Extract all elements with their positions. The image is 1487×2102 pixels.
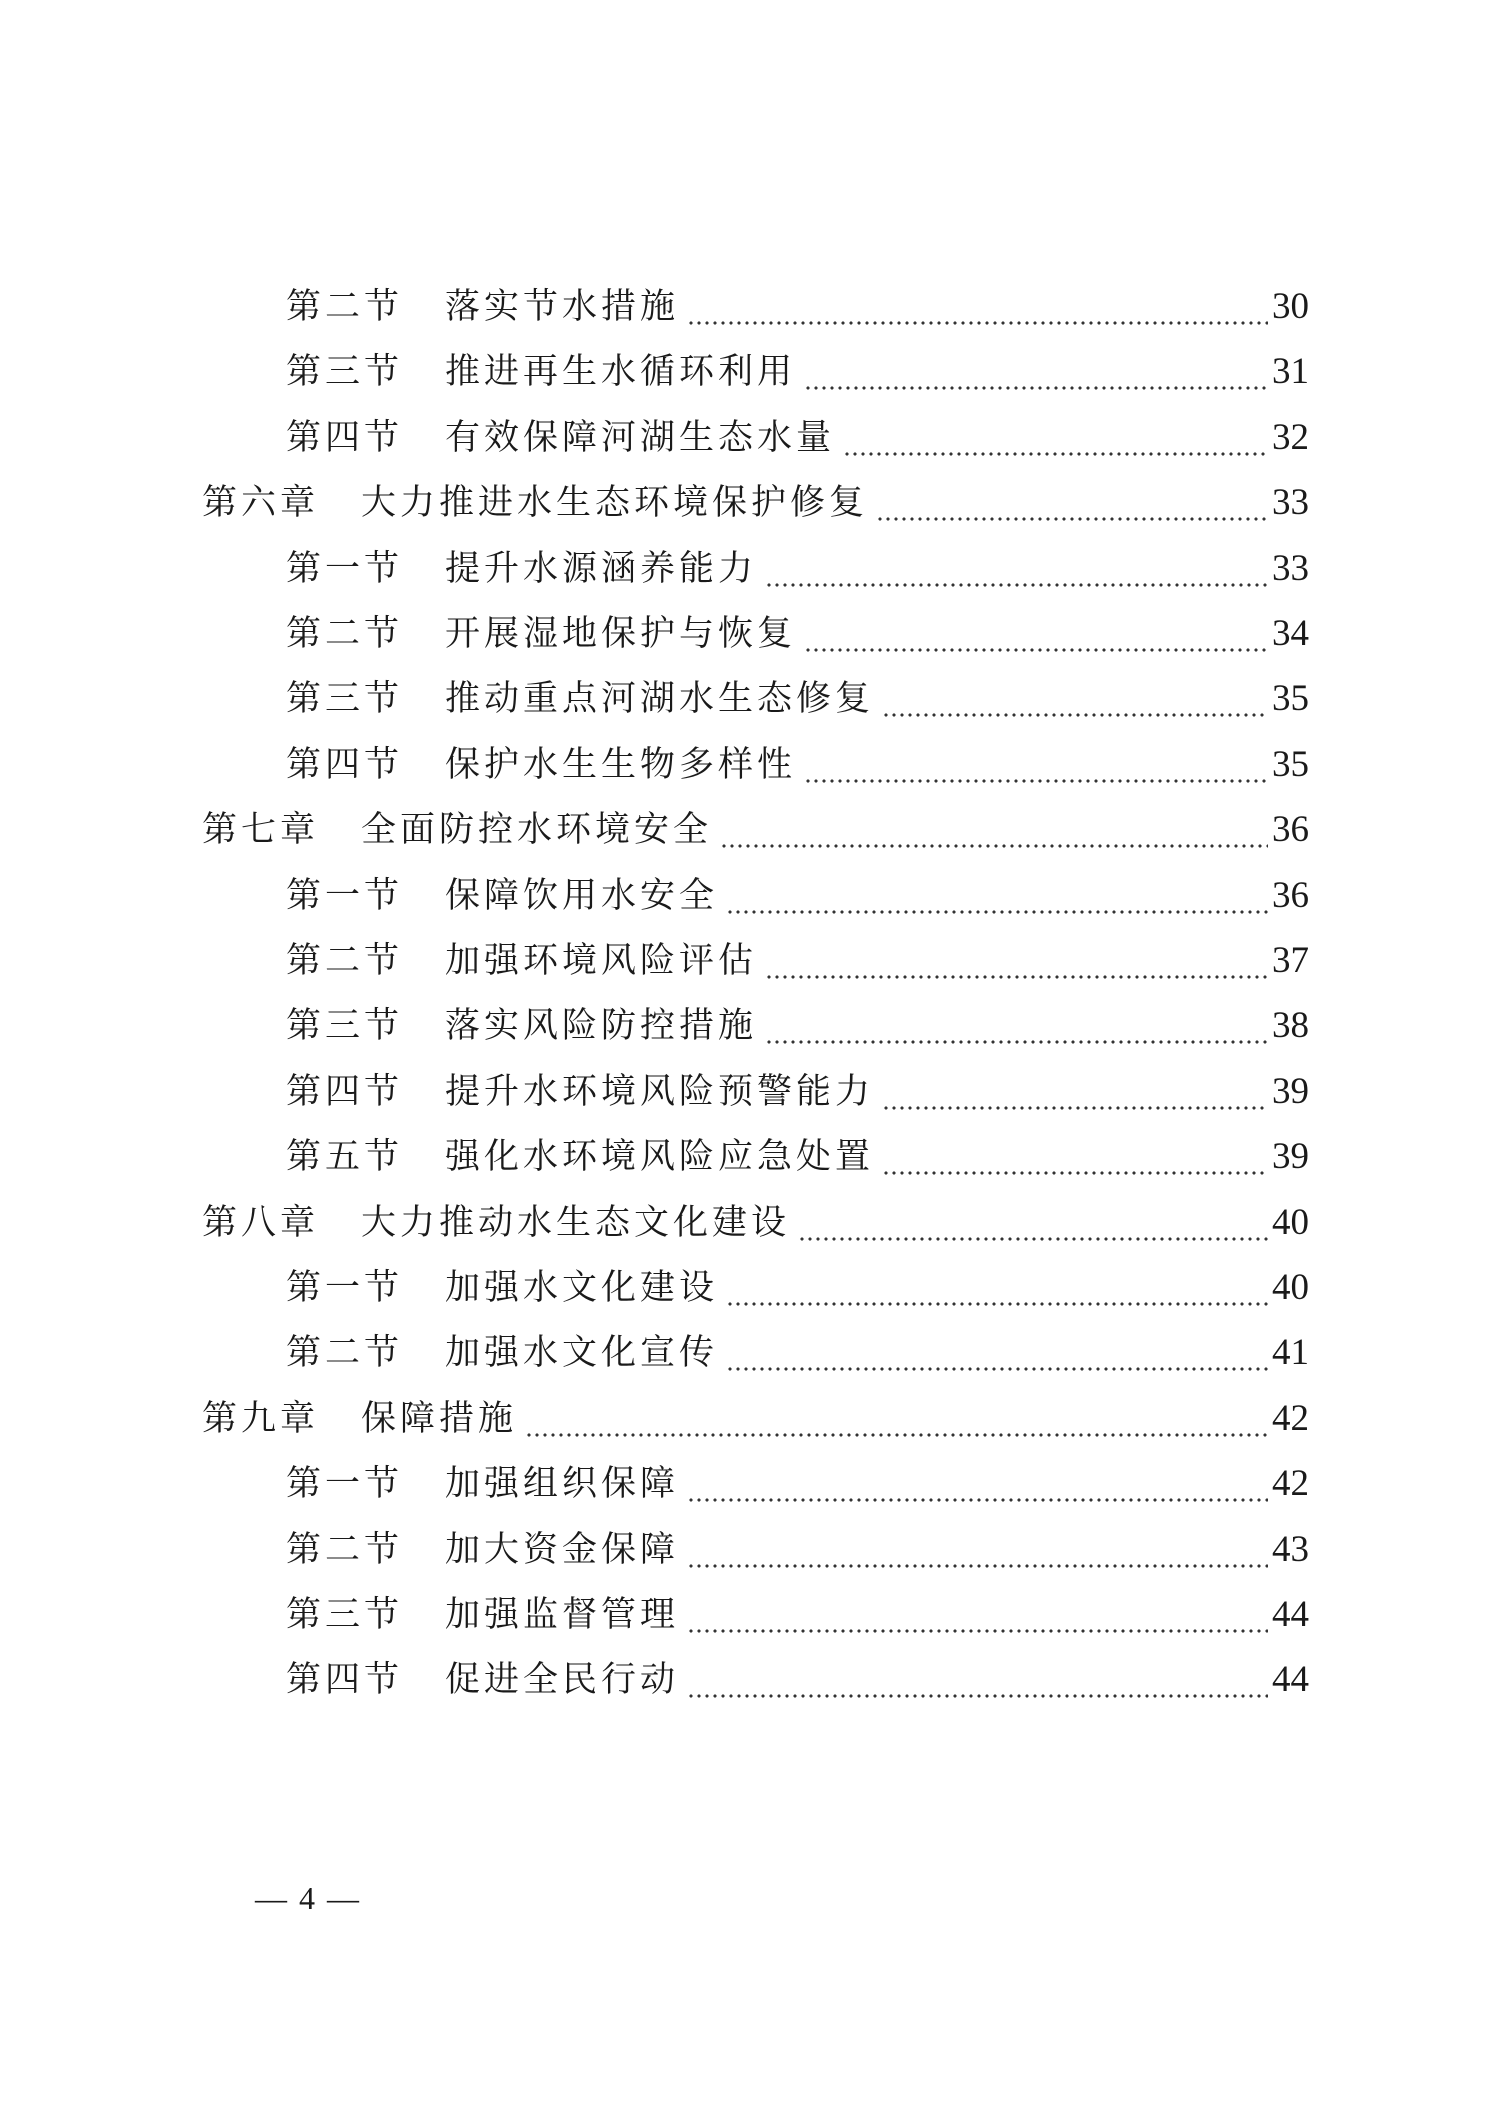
- toc-entry-number: 第二节: [286, 1529, 404, 1570]
- toc-dot-leader: [726, 1256, 1268, 1320]
- toc-section-entry: [286, 1648, 1309, 1712]
- toc-entry-title: 加强组织保障: [445, 1464, 680, 1505]
- toc-dot-leader: [720, 798, 1268, 862]
- toc-section-entry: [286, 537, 1309, 601]
- toc-entry-page: 39: [1272, 1070, 1309, 1112]
- toc-entry-page: 33: [1272, 547, 1309, 589]
- toc-entry-title: 提升水源涵养能力: [445, 548, 758, 589]
- toc-entry-title: 加大资金保障: [445, 1529, 680, 1570]
- toc-entry-number: 第二节: [286, 614, 404, 654]
- toc-section-entry: [286, 602, 1309, 666]
- toc-chapter-entry: [202, 1387, 1309, 1451]
- toc-entry-page: 32: [1272, 416, 1309, 458]
- toc-section-entry: [286, 864, 1309, 928]
- toc-entry-page: 30: [1272, 286, 1309, 327]
- toc-entry-number: 第三节: [286, 679, 404, 720]
- toc-entry-number: 第二节: [286, 1333, 404, 1374]
- toc-section-entry: [286, 1518, 1309, 1582]
- toc-dot-leader: [882, 1060, 1268, 1124]
- toc-dot-leader: [798, 1191, 1268, 1255]
- toc-section-entry: [286, 1583, 1309, 1647]
- toc-section-entry: [286, 1321, 1309, 1385]
- toc-section-entry: [286, 1125, 1309, 1189]
- toc-entry-page: 35: [1272, 678, 1309, 720]
- toc-section-entry: [286, 1256, 1309, 1320]
- toc-entry-page: 36: [1272, 809, 1309, 851]
- toc-entry-number: 第二节: [286, 287, 404, 327]
- toc-entry-number: 第三节: [286, 1595, 404, 1635]
- toc-entry-page: 39: [1272, 1136, 1309, 1178]
- toc-dot-leader: [726, 864, 1268, 928]
- toc-entry-page: 44: [1272, 1659, 1309, 1701]
- toc-entry-page: 35: [1272, 743, 1309, 785]
- toc-entry-title: 全面防控水环境安全: [361, 810, 713, 851]
- toc-dot-leader: [843, 406, 1268, 470]
- toc-entry-title: 加强水文化宣传: [445, 1333, 719, 1374]
- toc-section-entry: [286, 1452, 1309, 1516]
- toc-entry-page: 37: [1272, 940, 1309, 981]
- toc-entry-page: 44: [1272, 1594, 1309, 1635]
- toc-entry-number: 第四节: [286, 417, 404, 458]
- toc-entry-page: 42: [1272, 1463, 1309, 1505]
- toc-entry-title: 推进再生水循环利用: [445, 352, 797, 393]
- toc-entry-page: 33: [1272, 482, 1309, 524]
- toc-section-entry: [286, 733, 1309, 797]
- toc-entry-page: 41: [1272, 1332, 1309, 1374]
- toc-entry-page: 40: [1272, 1201, 1309, 1243]
- toc-entry-title: 有效保障河湖生态水量: [445, 417, 836, 458]
- toc-entry-page: 34: [1272, 613, 1309, 654]
- toc-entry-number: 第三节: [286, 352, 404, 393]
- toc-entry-page: 36: [1272, 874, 1309, 916]
- toc-dot-leader: [687, 1583, 1268, 1647]
- toc-dot-leader: [525, 1387, 1268, 1451]
- toc-dot-leader: [804, 340, 1268, 404]
- toc-entry-number: 第一节: [286, 875, 404, 916]
- toc-dot-leader: [765, 994, 1268, 1058]
- toc-entry-number: 第四节: [286, 744, 404, 785]
- toc-section-entry: [286, 994, 1309, 1058]
- toc-entry-page: 31: [1272, 351, 1309, 393]
- toc-dot-leader: [687, 1518, 1268, 1582]
- toc-section-entry: [286, 406, 1309, 470]
- toc-entry-number: 第六章: [202, 483, 320, 524]
- toc-entry-page: 40: [1272, 1267, 1309, 1308]
- toc-entry-number: 第一节: [286, 1464, 404, 1505]
- toc-entry-title: 提升水环境风险预警能力: [445, 1071, 875, 1112]
- toc-entry-number: 第五节: [286, 1137, 404, 1178]
- toc-entry-title: 大力推动水生态文化建设: [361, 1202, 791, 1243]
- toc-dot-leader: [687, 1452, 1268, 1516]
- toc-section-entry: [286, 340, 1309, 404]
- toc-dot-leader: [882, 1125, 1268, 1189]
- toc-entry-title: 保障措施: [361, 1398, 518, 1439]
- toc-dot-leader: [804, 602, 1268, 666]
- toc-dot-leader: [765, 537, 1268, 601]
- toc-chapter-entry: [202, 471, 1309, 535]
- toc-section-entry: [286, 929, 1309, 993]
- toc-entry-number: 第四节: [286, 1071, 404, 1112]
- toc-entry-number: 第三节: [286, 1006, 404, 1047]
- toc-entry-number: 第七章: [202, 810, 320, 851]
- toc-chapter-entry: [202, 798, 1309, 862]
- toc-entry-title: 落实节水措施: [445, 287, 680, 327]
- toc-entry-number: 第九章: [202, 1398, 320, 1439]
- toc-entry-number: 第二节: [286, 941, 404, 981]
- toc-entry-page: 38: [1272, 1005, 1309, 1047]
- toc-entry-number: 第四节: [286, 1660, 404, 1701]
- toc-entry-page: 42: [1272, 1397, 1309, 1439]
- toc-entry-title: 推动重点河湖水生态修复: [445, 679, 875, 720]
- toc-entry-number: 第一节: [286, 1268, 404, 1308]
- toc-section-entry: [286, 1060, 1309, 1124]
- toc-entry-title: 强化水环境风险应急处置: [445, 1137, 875, 1178]
- toc-dot-leader: [726, 1321, 1268, 1385]
- toc-section-entry: [286, 275, 1309, 339]
- page-number: — 4 —: [255, 1880, 361, 1916]
- toc-entry-title: 开展湿地保护与恢复: [445, 614, 797, 654]
- toc-entry-number: 第八章: [202, 1202, 320, 1243]
- toc-entry-title: 大力推进水生态环境保护修复: [361, 483, 869, 524]
- toc-entry-title: 加强环境风险评估: [445, 941, 758, 981]
- toc-dot-leader: [804, 733, 1268, 797]
- toc-entry-number: 第一节: [286, 548, 404, 589]
- toc-entry-title: 保障饮用水安全: [445, 875, 719, 916]
- toc-dot-leader: [687, 1648, 1268, 1712]
- toc-section-entry: [286, 667, 1309, 731]
- toc-entry-title: 保护水生生物多样性: [445, 744, 797, 785]
- toc-entry-title: 促进全民行动: [445, 1660, 680, 1701]
- toc-chapter-entry: [202, 1191, 1309, 1255]
- toc-dot-leader: [687, 275, 1268, 339]
- toc-dot-leader: [765, 929, 1268, 993]
- toc-entry-page: 43: [1272, 1528, 1309, 1570]
- toc-dot-leader: [882, 667, 1268, 731]
- toc-entry-title: 加强水文化建设: [445, 1268, 719, 1308]
- toc-dot-leader: [876, 471, 1268, 535]
- toc-entry-title: 加强监督管理: [445, 1595, 680, 1635]
- toc-entry-title: 落实风险防控措施: [445, 1006, 758, 1047]
